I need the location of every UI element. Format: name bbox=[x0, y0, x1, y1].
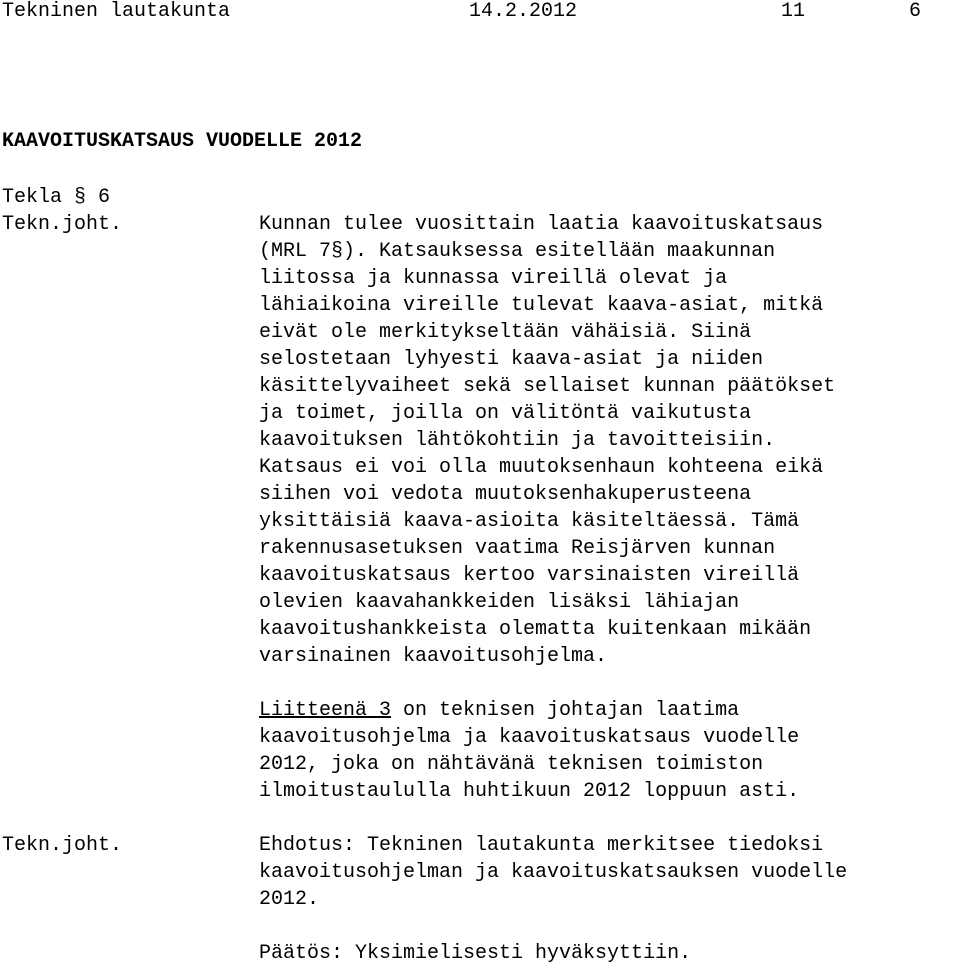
attachment-line bbox=[259, 697, 739, 724]
section-author: Tekn.joht. bbox=[2, 213, 123, 236]
proposal-line: 2012. bbox=[259, 888, 320, 911]
body-line: Kunnan tulee vuosittain laatia kaavoituskatsaus bbox=[259, 213, 824, 236]
body-line: rakennusasetuksen vaatima Reisjärven kunnan bbox=[259, 537, 776, 560]
body-line: olevien kaavahankkeiden lisäksi lähiajan bbox=[259, 591, 740, 614]
body-line: kaavoitushankkeista olematta kuitenkaan mikään bbox=[259, 618, 812, 641]
board-name: Tekninen lautakunta bbox=[2, 0, 231, 23]
body-line: siihen voi vedota muutoksenhakuperusteena bbox=[259, 483, 752, 506]
proposal-line: Ehdotus: Tekninen lautakunta merkitsee tiedoksi bbox=[259, 834, 824, 857]
proposal-line: kaavoitusohjelman ja kaavoituskatsauksen vuodelle bbox=[259, 861, 848, 884]
body-line: liitossa ja kunnassa vireillä olevat ja bbox=[259, 267, 728, 290]
meeting-number: 11 bbox=[781, 0, 806, 23]
attachment-line: ilmoitustaululla huhtikuun 2012 loppuun asti. bbox=[259, 780, 800, 803]
attachment-line: kaavoitusohjelma ja kaavoituskatsaus vuodelle bbox=[259, 726, 800, 749]
body-line: kaavoituskatsaus kertoo varsinaisten vireillä bbox=[259, 564, 800, 587]
attachment-line: 2012, joka on nähtävänä teknisen toimiston bbox=[259, 753, 764, 776]
document-title: KAAVOITUSKATSAUS VUODELLE 2012 bbox=[2, 130, 363, 153]
proposal-author: Tekn.joht. bbox=[2, 834, 123, 857]
body-line: yksittäisiä kaava-asioita käsiteltäessä. Tämä bbox=[259, 510, 800, 533]
body-line: kaavoituksen lähtökohtiin ja tavoitteisiin. bbox=[259, 429, 776, 452]
decision-line: Päätös: Yksimielisesti hyväksyttiin. bbox=[259, 942, 692, 965]
body-line: (MRL 7§). Katsauksessa esitellään maakunnan bbox=[259, 240, 776, 263]
body-line: varsinainen kaavoitusohjelma. bbox=[259, 645, 608, 668]
body-line: selostetaan lyhyesti kaava-asiat ja niiden bbox=[259, 348, 764, 371]
body-line: käsittelyvaiheet sekä sellaiset kunnan päätökset bbox=[259, 375, 836, 398]
body-line: Katsaus ei voi olla muutoksenhaun kohteena eikä bbox=[259, 456, 824, 479]
attachment-line-rest: on teknisen johtajan laatima bbox=[391, 699, 740, 722]
meeting-date: 14.2.2012 bbox=[469, 0, 578, 23]
body-line: eivät ole merkitykseltään vähäisiä. Siinä bbox=[259, 321, 752, 344]
section-reference: Tekla § 6 bbox=[2, 186, 111, 209]
body-line: lähiaikoina vireille tulevat kaava-asiat, mitkä bbox=[259, 294, 824, 317]
body-line: ja toimet, joilla on välitöntä vaikutusta bbox=[259, 402, 752, 425]
attachment-reference: Liitteenä 3 bbox=[259, 699, 392, 722]
page-number: 6 bbox=[909, 0, 922, 23]
